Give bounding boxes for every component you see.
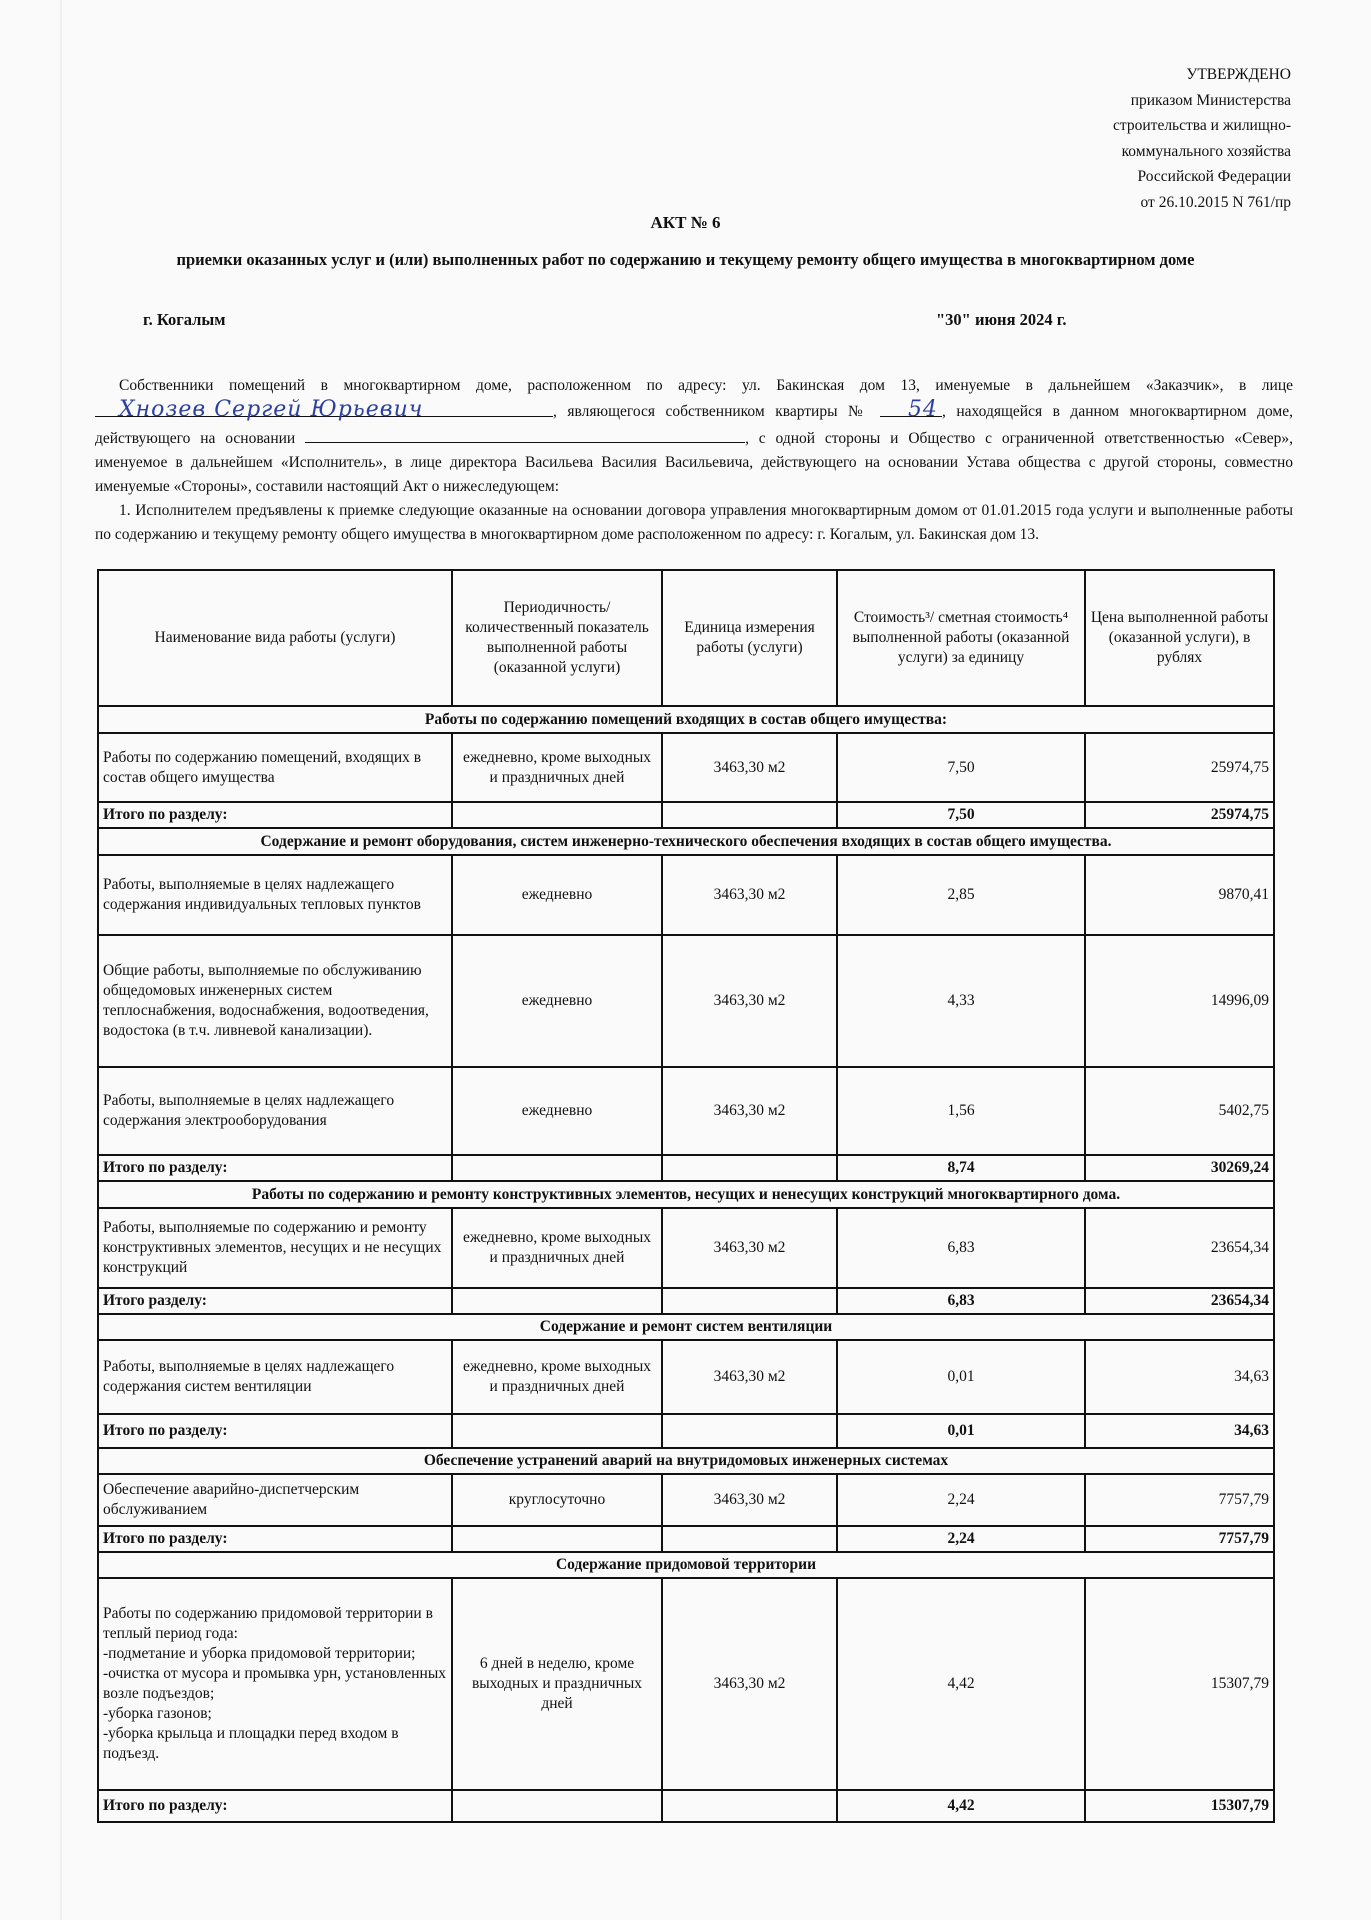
section-total-row [98, 1414, 1274, 1448]
table-row [98, 855, 1274, 935]
section-title-row [98, 1448, 1274, 1474]
cell-name: Работы, выполняемые в целях надлежащего содержания индивидуальных тепловых пунктов [98, 855, 452, 935]
cell-periodicity: круглосуточно [452, 1474, 662, 1526]
basis-blank-field [305, 424, 745, 443]
cell-price: 9870,41 [1085, 855, 1274, 935]
empty-cell [452, 1526, 662, 1552]
total-label: Итого по разделу: [98, 1155, 452, 1181]
approval-line: строительства и жилищно- [1113, 117, 1291, 134]
table-header-row [98, 570, 1274, 706]
cell-periodicity: 6 дней в неделю, кроме выходных и праздничных дней [452, 1578, 662, 1790]
empty-cell [662, 1155, 837, 1181]
cell-unit: 3463,30 м2 [662, 1578, 837, 1790]
section-title-row [98, 828, 1274, 855]
total-price: 34,63 [1085, 1414, 1274, 1448]
cell-cost: 2,85 [837, 855, 1085, 935]
cell-name-line: -подметание и уборка придомовой территории; [103, 1645, 416, 1662]
header-unit: Единица измерения работы (услуги) [662, 570, 837, 706]
total-label: Итого по разделу: [98, 1414, 452, 1448]
empty-cell [452, 1288, 662, 1314]
total-cost: 7,50 [837, 802, 1085, 828]
preamble-text: , являющегося собственником квартиры № [553, 403, 870, 420]
act-city: г. Когалым [143, 310, 226, 329]
cell-name: Работы по содержанию помещений, входящих в состав общего имущества [98, 733, 452, 802]
cell-unit: 3463,30 м2 [662, 1340, 837, 1414]
empty-cell [452, 1790, 662, 1822]
apartment-number-handwritten: 54 [907, 397, 938, 422]
total-label: Итого по разделу: [98, 1790, 452, 1822]
total-label: Итого по разделу: [98, 1526, 452, 1552]
approval-line: Российской Федерации [1137, 168, 1291, 185]
cell-unit: 3463,30 м2 [662, 1067, 837, 1155]
preamble-text: , с одной стороны и Общество с ограниченной ответственностью «Север», именуемое в дальнейшем «Исполнитель», в лице директора Васильева Василия Васильевича, действующего на основании Устава общества с другой стороны, совместно именуемые «Стороны», составили настоящий Акт о нижеследующем: [95, 430, 1294, 495]
cell-periodicity: ежедневно [452, 855, 662, 935]
empty-cell [452, 1414, 662, 1448]
preamble-text: , находящейся в данном многоквартирном доме, действующего на основании [95, 403, 1293, 447]
cell-cost: 6,83 [837, 1208, 1085, 1288]
cell-periodicity: ежедневно, кроме выходных и праздничных дней [452, 1208, 662, 1288]
empty-cell [662, 1288, 837, 1314]
cell-name-multiline [98, 1578, 452, 1790]
cell-periodicity: ежедневно, кроме выходных и праздничных дней [452, 1340, 662, 1414]
approval-stamp-block [991, 62, 1291, 215]
cell-name-line: -уборка крыльца и площадки перед входом в подъезд. [103, 1725, 399, 1762]
section-title-row [98, 1314, 1274, 1340]
header-cost: Стоимость³/ сметная стоимость⁴ выполненной работы (оказанной услуги) за единицу [837, 570, 1085, 706]
cell-periodicity: ежедневно, кроме выходных и праздничных дней [452, 733, 662, 802]
cell-price: 34,63 [1085, 1340, 1274, 1414]
approval-line: УТВЕРЖДЕНО [1186, 66, 1291, 83]
total-price: 15307,79 [1085, 1790, 1274, 1822]
section-title: Содержание и ремонт оборудования, систем инженерно-технического обеспечения входящих в состав общего имущества. [98, 828, 1274, 855]
cell-cost: 4,42 [837, 1578, 1085, 1790]
section-title-row [98, 1552, 1274, 1578]
section-title: Работы по содержанию помещений входящих в состав общего имущества: [98, 706, 1274, 733]
cell-name: Работы, выполняемые в целях надлежащего содержания электрооборудования [98, 1067, 452, 1155]
header-periodicity: Периодичность/ количественный показатель выполненной работы (оказанной услуги) [452, 570, 662, 706]
act-subtitle: приемки оказанных услуг и (или) выполненных работ по содержанию и текущему ремонту общего имущества в многоквартирном доме [176, 250, 1195, 269]
approval-line: приказом Министерства [1130, 91, 1291, 109]
cell-cost: 1,56 [837, 1067, 1085, 1155]
approval-line: коммунального хозяйства [1121, 142, 1291, 160]
total-cost: 6,83 [837, 1288, 1085, 1314]
preamble-text: Собственники помещений в многоквартирном доме, расположенном по адресу: ул. Бакинская дом 13, именуемые в дальнейшем «Заказчик», в лице [119, 377, 1293, 394]
cell-cost: 2,24 [837, 1474, 1085, 1526]
cell-name-line: -очистка от мусора и промывка урн, установленных возле подъездов; [103, 1665, 446, 1702]
section-title: Работы по содержанию и ремонту конструктивных элементов, несущих и ненесущих конструкций многоквартирного дома. [98, 1181, 1274, 1208]
cell-name: Обеспечение аварийно-диспетчерским обслуживанием [98, 1474, 452, 1526]
total-label: Итого по разделу: [98, 802, 452, 828]
section-title: Содержание и ремонт систем вентиляции [98, 1314, 1274, 1340]
section-total-row [98, 1155, 1274, 1181]
total-price: 23654,34 [1085, 1288, 1274, 1314]
total-price: 30269,24 [1085, 1155, 1274, 1181]
section-total-row [98, 1790, 1274, 1822]
total-cost: 8,74 [837, 1155, 1085, 1181]
cell-cost: 4,33 [837, 935, 1085, 1067]
cell-unit: 3463,30 м2 [662, 855, 837, 935]
table-row [98, 1208, 1274, 1288]
preamble-paragraph-1 [95, 374, 1293, 499]
section-total-row [98, 1288, 1274, 1314]
table-row [98, 1340, 1274, 1414]
total-price: 25974,75 [1085, 802, 1274, 828]
cell-unit: 3463,30 м2 [662, 935, 837, 1067]
section-total-row [98, 1526, 1274, 1552]
section-title: Обеспечение устранений аварий на внутридомовых инженерных системах [98, 1448, 1274, 1474]
table-row [98, 935, 1274, 1067]
section-total-row [98, 802, 1274, 828]
section-title-row [98, 706, 1274, 733]
preamble-paragraph-2: 1. Исполнителем предъявлены к приемке следующие оказанные на основании договора управления многоквартирным домом от 01.01.2015 года услуги и выполненные работы по содержанию и текущему ремонту общего имущества в многоквартирном доме расположенном по адресу: г. Когалым, ул. Бакинская дом 13. [95, 502, 1293, 543]
cell-unit: 3463,30 м2 [662, 733, 837, 802]
header-name: Наименование вида работы (услуги) [98, 570, 452, 706]
empty-cell [662, 1790, 837, 1822]
cell-name: Работы, выполняемые в целях надлежащего содержания систем вентиляции [98, 1340, 452, 1414]
cell-name: Работы, выполняемые по содержанию и ремонту конструктивных элементов, несущих и не несущих конструкций [98, 1208, 452, 1288]
section-title-row [98, 1181, 1274, 1208]
cell-cost: 0,01 [837, 1340, 1085, 1414]
approval-line: от 26.10.2015 N 761/пр [1140, 193, 1291, 211]
table-row [98, 733, 1274, 802]
act-title: АКТ № 6 [650, 213, 721, 232]
cell-name: Общие работы, выполняемые по обслуживанию общедомовых инженерных систем теплоснабжения, водоснабжения, водоотведения, водостока (в т.ч. ливневой канализации). [98, 935, 452, 1067]
owner-name-handwritten: Хнозев Сергей Юрьевич [119, 397, 424, 422]
cell-price: 23654,34 [1085, 1208, 1274, 1288]
total-price: 7757,79 [1085, 1526, 1274, 1552]
cell-price: 15307,79 [1085, 1578, 1274, 1790]
total-cost: 0,01 [837, 1414, 1085, 1448]
table-row [98, 1067, 1274, 1155]
cell-unit: 3463,30 м2 [662, 1208, 837, 1288]
cell-price: 5402,75 [1085, 1067, 1274, 1155]
empty-cell [662, 1414, 837, 1448]
scan-artifact-line [60, 0, 62, 1920]
owner-name-field [95, 397, 553, 422]
preamble [95, 374, 1293, 547]
empty-cell [662, 802, 837, 828]
empty-cell [452, 802, 662, 828]
cell-periodicity: ежедневно [452, 1067, 662, 1155]
works-table [97, 569, 1275, 1823]
cell-price: 14996,09 [1085, 935, 1274, 1067]
cell-periodicity: ежедневно [452, 935, 662, 1067]
cell-price: 25974,75 [1085, 733, 1274, 802]
cell-name-line: Работы по содержанию придомовой территории в теплый период года: [103, 1605, 433, 1642]
act-date: "30" июня 2024 г. [936, 310, 1067, 329]
cell-name-line: -уборка газонов; [103, 1705, 212, 1722]
empty-cell [662, 1526, 837, 1552]
table-row [98, 1474, 1274, 1526]
total-cost: 2,24 [837, 1526, 1085, 1552]
cell-price: 7757,79 [1085, 1474, 1274, 1526]
empty-cell [452, 1155, 662, 1181]
cell-unit: 3463,30 м2 [662, 1474, 837, 1526]
cell-cost: 7,50 [837, 733, 1085, 802]
apartment-number-field [880, 397, 942, 422]
header-price: Цена выполненной работы (оказанной услуги), в рублях [1085, 570, 1274, 706]
table-row [98, 1578, 1274, 1790]
total-label: Итого разделу: [98, 1288, 452, 1314]
section-title: Содержание придомовой территории [98, 1552, 1274, 1578]
total-cost: 4,42 [837, 1790, 1085, 1822]
